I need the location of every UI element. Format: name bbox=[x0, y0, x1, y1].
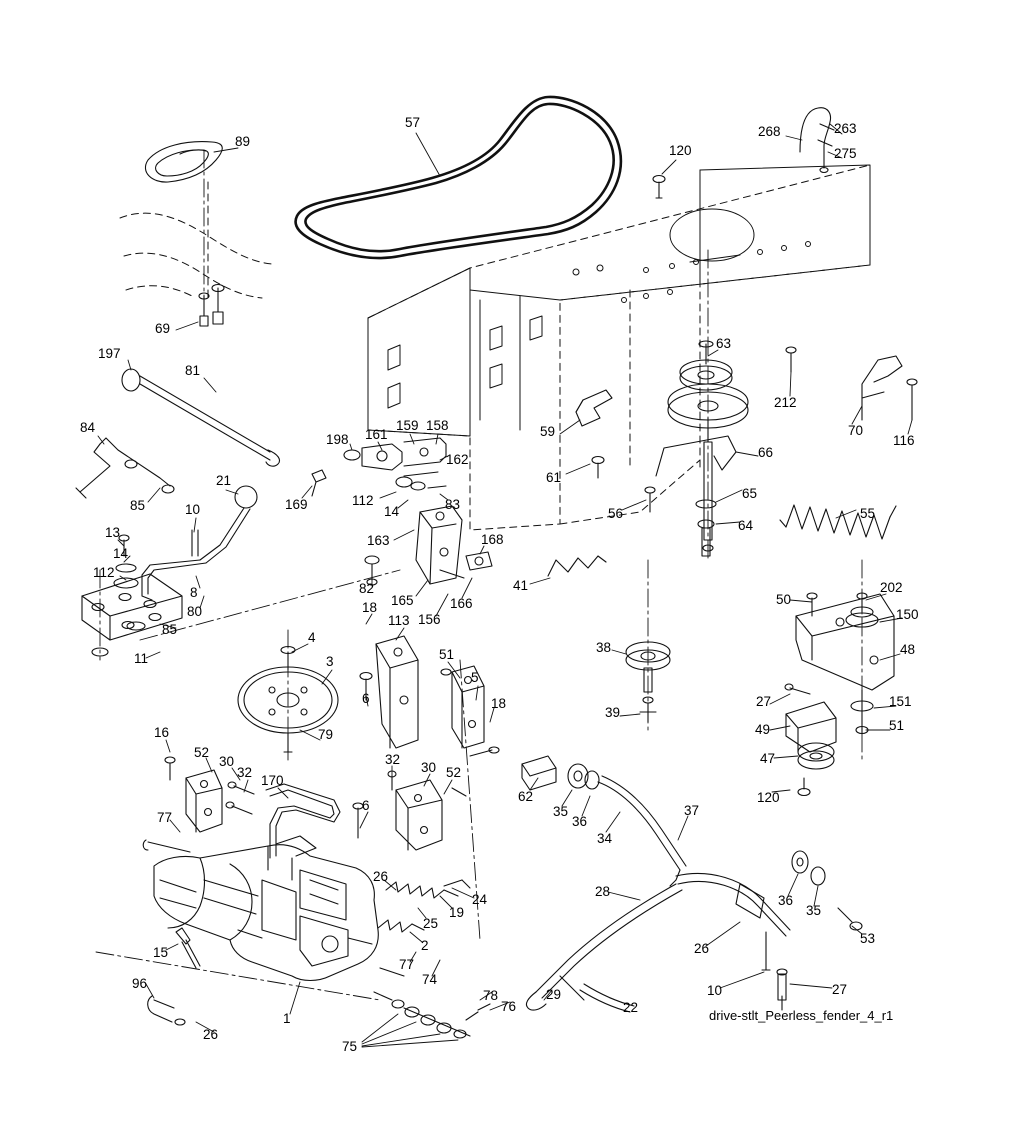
callout-197: 197 bbox=[98, 346, 121, 361]
callout-6-b: 6 bbox=[362, 798, 370, 813]
callout-96: 96 bbox=[132, 976, 148, 991]
callout-25: 25 bbox=[423, 916, 439, 931]
callout-64: 64 bbox=[738, 518, 754, 533]
callout-170: 170 bbox=[261, 773, 284, 788]
callout-84: 84 bbox=[80, 420, 96, 435]
callout-24: 24 bbox=[472, 892, 488, 907]
callout-21: 21 bbox=[216, 473, 232, 488]
callout-26-b: 26 bbox=[694, 941, 710, 956]
transaxle-1 bbox=[154, 836, 378, 981]
callout-268: 268 bbox=[758, 124, 781, 139]
callout-18-b: 18 bbox=[491, 696, 507, 711]
callout-113: 113 bbox=[388, 613, 410, 628]
callout-38: 38 bbox=[596, 640, 612, 655]
callout-6-a: 6 bbox=[362, 691, 370, 706]
callout-34: 34 bbox=[597, 831, 613, 846]
callout-10-b: 10 bbox=[707, 983, 723, 998]
pin-77 bbox=[143, 840, 404, 976]
callout-77-b: 77 bbox=[399, 957, 415, 972]
callout-53: 53 bbox=[860, 931, 876, 946]
callout-74: 74 bbox=[422, 972, 438, 987]
callout-77-a: 77 bbox=[157, 810, 173, 825]
callout-30-b: 30 bbox=[421, 760, 437, 775]
callout-89: 89 bbox=[235, 134, 251, 149]
callout-202: 202 bbox=[880, 580, 903, 595]
callout-55: 55 bbox=[860, 506, 876, 521]
rod-66 bbox=[656, 436, 736, 476]
callout-26-c: 26 bbox=[203, 1027, 219, 1042]
callout-32-a: 32 bbox=[385, 752, 401, 767]
bolt-56 bbox=[645, 487, 655, 512]
callout-150: 150 bbox=[896, 607, 919, 622]
plate-11 bbox=[82, 574, 182, 656]
bracket-5 bbox=[441, 666, 499, 756]
callout-163: 163 bbox=[367, 533, 390, 548]
diagram-caption: drive-stlt_Peerless_fender_4_r1 bbox=[709, 1008, 894, 1023]
callout-49: 49 bbox=[755, 722, 771, 737]
callout-75: 75 bbox=[342, 1039, 358, 1054]
bolt-212 bbox=[786, 347, 796, 372]
callout-158: 158 bbox=[426, 418, 449, 433]
callout-159: 159 bbox=[396, 418, 419, 433]
callout-35-a: 35 bbox=[553, 804, 569, 819]
rod-268-263-275 bbox=[800, 108, 834, 173]
callout-112-a: 112 bbox=[352, 493, 374, 508]
fender-89 bbox=[145, 142, 222, 182]
callout-52-b: 52 bbox=[446, 765, 462, 780]
callout-82: 82 bbox=[359, 581, 375, 596]
callout-70: 70 bbox=[848, 423, 864, 438]
rod-41 bbox=[548, 556, 606, 576]
callout-168: 168 bbox=[481, 532, 504, 547]
linkage-170 bbox=[266, 784, 340, 858]
callout-2: 2 bbox=[421, 938, 429, 953]
callout-32-b: 32 bbox=[237, 765, 253, 780]
callout-37: 37 bbox=[684, 803, 700, 818]
callout-13: 13 bbox=[105, 525, 121, 540]
callout-8: 8 bbox=[190, 585, 198, 600]
callout-51-a: 51 bbox=[439, 647, 455, 662]
callout-59: 59 bbox=[540, 424, 556, 439]
bolt-116 bbox=[907, 379, 917, 420]
callout-66: 66 bbox=[758, 445, 774, 460]
callout-5: 5 bbox=[471, 670, 479, 685]
callout-83: 83 bbox=[445, 497, 461, 512]
callout-212: 212 bbox=[774, 395, 797, 410]
callout-14-a: 14 bbox=[384, 504, 400, 519]
callout-275: 275 bbox=[834, 146, 857, 161]
callout-50: 50 bbox=[776, 592, 792, 607]
callout-18-a: 18 bbox=[362, 600, 378, 615]
rod-34 bbox=[522, 756, 686, 886]
callout-29: 29 bbox=[546, 987, 562, 1002]
callout-51-b: 51 bbox=[889, 718, 905, 733]
callout-30-a: 30 bbox=[219, 754, 235, 769]
callout-27-b: 27 bbox=[832, 982, 848, 997]
callout-36-a: 36 bbox=[572, 814, 588, 829]
callout-1: 1 bbox=[283, 1011, 291, 1026]
callout-169: 169 bbox=[285, 497, 308, 512]
part-169 bbox=[312, 470, 326, 496]
callout-120-top: 120 bbox=[669, 143, 692, 158]
rod-81 bbox=[122, 369, 280, 466]
callout-15: 15 bbox=[153, 945, 169, 960]
callout-41: 41 bbox=[513, 578, 529, 593]
callout-56: 56 bbox=[608, 506, 624, 521]
callout-162: 162 bbox=[446, 452, 469, 467]
callout-48: 48 bbox=[900, 642, 916, 657]
callout-62: 62 bbox=[518, 789, 534, 804]
callout-166: 166 bbox=[450, 596, 473, 611]
cotter-96 bbox=[148, 996, 185, 1025]
callout-14-b: 14 bbox=[113, 546, 129, 561]
callout-156: 156 bbox=[418, 612, 441, 627]
bolt-61 bbox=[592, 457, 604, 479]
callout-11: 11 bbox=[134, 651, 149, 666]
callout-151: 151 bbox=[889, 694, 912, 709]
callout-26-a: 26 bbox=[373, 869, 389, 884]
callout-69: 69 bbox=[155, 321, 171, 336]
callout-52-a: 52 bbox=[194, 745, 210, 760]
callout-27-a: 27 bbox=[756, 694, 772, 709]
callout-28: 28 bbox=[595, 884, 611, 899]
callout-3: 3 bbox=[326, 654, 334, 669]
callout-198: 198 bbox=[326, 432, 349, 447]
callout-61: 61 bbox=[546, 470, 562, 485]
bolt-15 bbox=[176, 928, 200, 968]
callout-4: 4 bbox=[308, 630, 316, 645]
callout-112-b: 112 bbox=[93, 565, 115, 580]
rod-70 bbox=[862, 356, 902, 420]
callout-65: 65 bbox=[742, 486, 758, 501]
callout-116: 116 bbox=[893, 433, 915, 448]
callout-76: 76 bbox=[501, 999, 517, 1014]
callout-63: 63 bbox=[716, 336, 732, 351]
callout-81: 81 bbox=[185, 363, 201, 378]
callout-161: 161 bbox=[365, 427, 388, 442]
callout-35-b: 35 bbox=[806, 903, 822, 918]
callout-85-a: 85 bbox=[130, 498, 146, 513]
callout-120-b: 120 bbox=[757, 790, 780, 805]
spring-55 bbox=[780, 505, 896, 539]
callout-57: 57 bbox=[405, 115, 421, 130]
callout-36-b: 36 bbox=[778, 893, 794, 908]
callout-47: 47 bbox=[760, 751, 776, 766]
linkage-158-162 bbox=[344, 438, 446, 490]
callout-10-a: 10 bbox=[185, 502, 201, 517]
belt-57 bbox=[296, 97, 621, 258]
bracket-48-right bbox=[785, 593, 894, 796]
center-lines bbox=[96, 150, 862, 1000]
bolt-120 bbox=[653, 176, 665, 199]
callout-39: 39 bbox=[605, 705, 621, 720]
fasteners-75 bbox=[374, 992, 490, 1038]
callout-16: 16 bbox=[154, 725, 170, 740]
callout-79: 79 bbox=[318, 727, 334, 742]
clip-59 bbox=[576, 390, 612, 426]
callout-85-b: 85 bbox=[162, 622, 178, 637]
bolt-69 bbox=[199, 285, 224, 327]
callout-165: 165 bbox=[391, 593, 414, 608]
callout-78: 78 bbox=[483, 988, 499, 1003]
callout-22: 22 bbox=[623, 1000, 639, 1015]
plate-52-right bbox=[353, 771, 466, 850]
callout-80: 80 bbox=[187, 604, 203, 619]
callout-19: 19 bbox=[449, 905, 465, 920]
callout-263: 263 bbox=[834, 121, 857, 136]
